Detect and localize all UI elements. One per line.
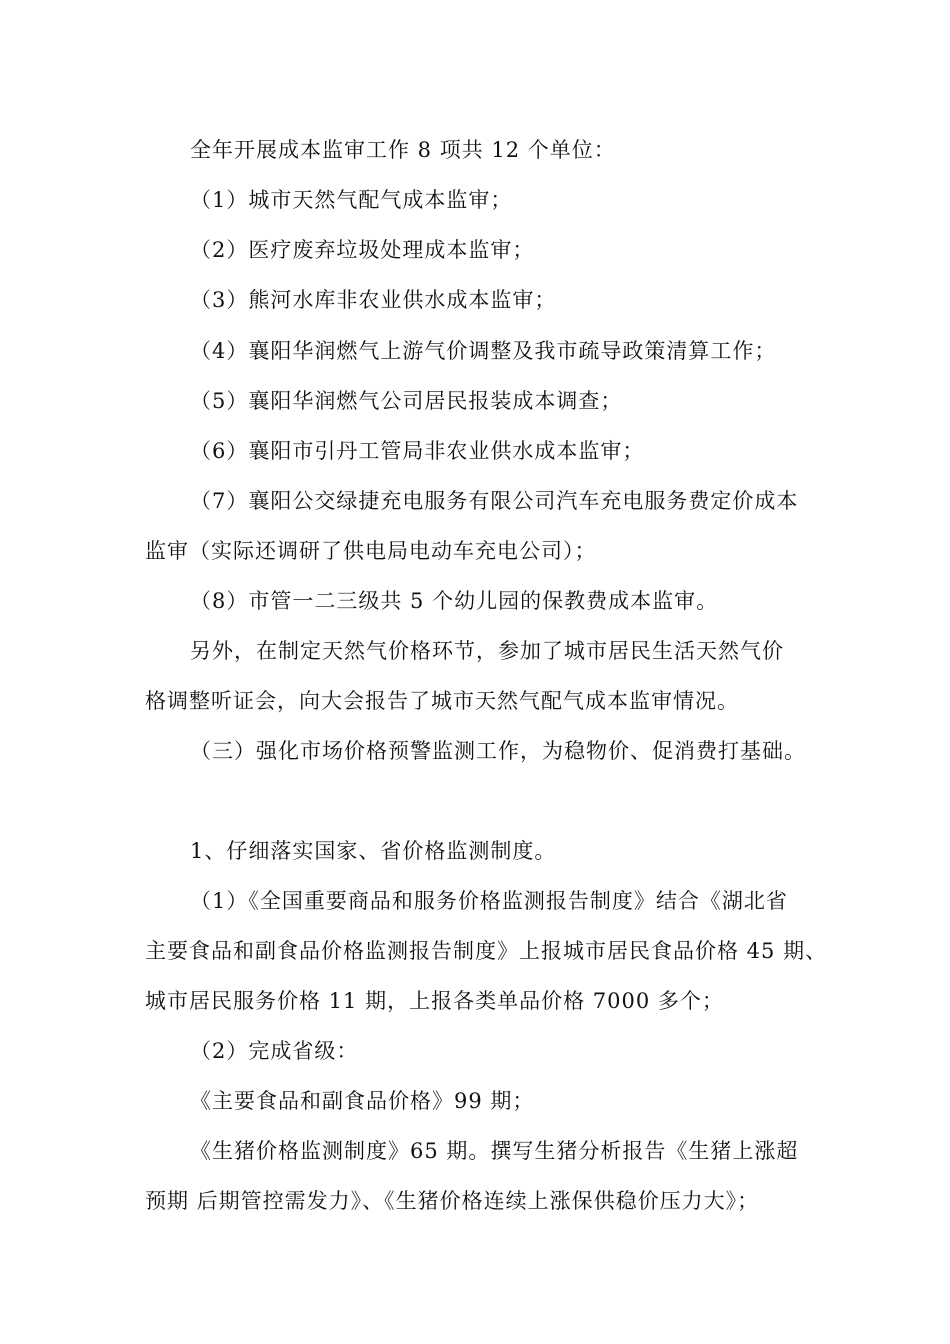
- paragraph-line: 预期 后期管控需发力》、《生猪价格连续上涨保供稳价压力大》；: [145, 1189, 760, 1213]
- paragraph-line: 另外，在制定天然气价格环节，参加了城市居民生活天然气价: [190, 639, 784, 663]
- list-item: （2）完成省级：: [190, 1039, 359, 1063]
- list-item: （5）襄阳华润燃气公司居民报装成本调查；: [190, 389, 623, 413]
- list-item: （1）《全国重要商品和服务价格监测报告制度》结合《湖北省: [190, 889, 788, 913]
- list-item-continuation: 主要食品和副食品价格监测报告制度》上报城市居民食品价格 45 期、: [145, 939, 828, 963]
- list-item: （3）熊河水库非农业供水成本监审；: [190, 288, 557, 312]
- list-item: （4）襄阳华润燃气上游气价调整及我市疏导政策清算工作；: [190, 339, 777, 363]
- paragraph-line: 格调整听证会，向大会报告了城市天然气配气成本监审情况。: [145, 689, 739, 713]
- list-item-continuation: 监审（实际还调研了供电局电动车充电公司）；: [145, 539, 597, 563]
- list-item: （7）襄阳公交绿捷充电服务有限公司汽车充电服务费定价成本: [190, 489, 799, 513]
- paragraph-line: 《生猪价格监测制度》65 期。撰写生猪分析报告《生猪上涨超: [190, 1139, 799, 1163]
- list-item: （8）市管一二三级共 5 个幼儿园的保教费成本监审。: [190, 589, 719, 613]
- list-item: （1）城市天然气配气成本监审；: [190, 188, 513, 212]
- list-item: （6）襄阳市引丹工管局非农业供水成本监审；: [190, 439, 645, 463]
- list-item: （2）医疗废弃垃圾处理成本监审；: [190, 238, 535, 262]
- section-heading: （三）强化市场价格预警监测工作，为稳物价、促消费打基础。: [190, 739, 806, 763]
- list-item-continuation: 城市居民服务价格 11 期，上报各类单品价格 7000 多个；: [145, 989, 724, 1013]
- paragraph-line: 《主要食品和副食品价格》99 期；: [190, 1089, 535, 1113]
- paragraph-line: 全年开展成本监审工作 8 项共 12 个单位：: [190, 138, 616, 162]
- subsection-heading: 1、仔细落实国家、省价格监测制度。: [190, 839, 557, 863]
